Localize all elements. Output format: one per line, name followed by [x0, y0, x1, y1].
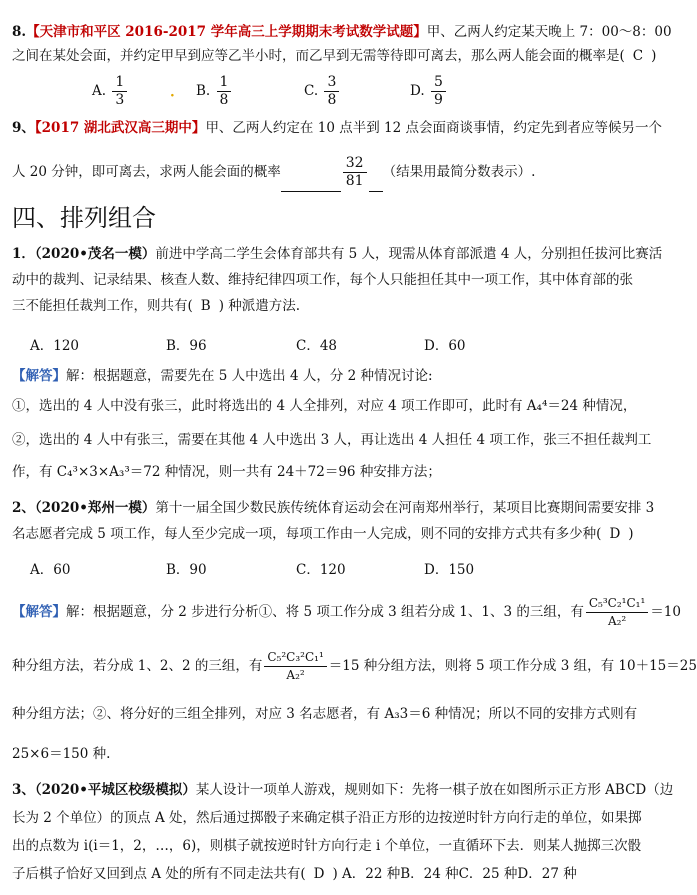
q3-line-4 — [12, 864, 630, 884]
q2-solution-line-1 — [12, 592, 681, 632]
q1-text-3b: ) 种派遣方法. — [218, 298, 301, 314]
frac-num: 1 — [112, 74, 127, 92]
q8-line-2 — [12, 46, 657, 66]
q1-option-c: C．48 — [296, 338, 338, 354]
q2-solution-line-3 — [12, 704, 638, 724]
q3-number: 3、 — [12, 782, 35, 798]
q8-option-d — [410, 74, 448, 109]
q8-line-1 — [12, 22, 672, 42]
q2-solution-1b: ＝10 — [650, 604, 681, 620]
q8-option-a-fraction — [112, 74, 127, 109]
q1-solution-3: ②，选出的 4 人中有张三，需要在其他 4 人中选出 3 人，再让选出 4 人担任 4 项工作，张三不担任裁判工 — [12, 432, 652, 448]
q8-option-b — [196, 74, 233, 109]
frac-num: C₅²C₃²C₁¹ — [264, 649, 326, 667]
q1-line-3 — [12, 296, 630, 316]
q1-text-3a: 三不能担任裁判工作，则共有( — [12, 298, 193, 314]
section-title: 四、排列组合 — [12, 204, 156, 232]
q1-text-2: 动中的裁判、记录结果、核查人数、维持纪律四项工作，每个人只能担任其中一项工作，其中体育部的张 — [12, 272, 633, 288]
frac-den: A₂² — [607, 614, 627, 628]
q8-source: 【天津市和平区 2016-2017 学年高三上学期期末考试数学试题】 — [26, 24, 427, 40]
q1-answer: B — [200, 298, 211, 314]
q3-line-2 — [12, 808, 642, 828]
dot-mark: · — [170, 88, 175, 104]
q2-fraction-1 — [586, 595, 648, 630]
q2-number: 2、 — [12, 500, 35, 516]
q9-blank — [281, 191, 341, 192]
q9-line-2 — [12, 152, 630, 192]
q1-solution-line-4 — [12, 462, 630, 482]
q2-line-2 — [12, 524, 634, 544]
q2-solution-1a: 解：根据题意，分 2 步进行分析①、将 5 项工作分成 3 组若分成 1、1、3 的三组，有 — [66, 604, 584, 620]
q2-answer: D — [609, 526, 621, 542]
frac-den: 9 — [433, 92, 443, 108]
frac-num: C₅³C₂¹C₁¹ — [586, 595, 648, 613]
q8-text-1: 甲、乙两人约定某天晚上 7：00～8：00 — [426, 24, 672, 40]
q3-text-4a: 子后棋子恰好又回到点 A 处的所有不同走法共有( — [12, 866, 306, 882]
q2-option-b: B．90 — [166, 562, 207, 578]
q2-fraction-2 — [264, 649, 326, 684]
q3-line-3 — [12, 836, 642, 856]
q8-option-a — [92, 74, 129, 109]
q9-answer-fraction — [343, 155, 367, 190]
q1-option-a: A．120 — [30, 338, 80, 354]
q2-text-2b: ) — [628, 526, 634, 542]
frac-num: 5 — [431, 74, 446, 92]
q3-text-3: 出的点数为 i(i＝1，2，…，6)，则棋子就按逆时针方向行走 i 个单位，一直循环下去．则某人抛掷三次骰 — [12, 838, 642, 854]
frac-den: 3 — [115, 92, 125, 108]
q2-solution-tag: 【解答】 — [12, 604, 66, 620]
q8-option-b-fraction — [217, 74, 232, 109]
q1-solution-line-3 — [12, 430, 652, 450]
q1-source: （2020•茂名一模） — [34, 246, 156, 262]
q8-option-d-label: D. — [410, 83, 425, 99]
q1-option-d: D．60 — [424, 338, 466, 354]
q3-text-1: 某人设计一项单人游戏，规则如下：先将一棋子放在如图所示正方形 ABCD（边 — [195, 782, 674, 798]
q8-option-a-label: A. — [92, 83, 107, 99]
q3-text-2: 长为 2 个单位）的顶点 A 处，然后通过掷骰子来确定棋子沿正方形的边按逆时针方向行走的单位，如果掷 — [12, 810, 642, 826]
q1-line-2 — [12, 270, 633, 290]
q8-option-c-label: C. — [304, 83, 319, 99]
q2-line-1 — [12, 498, 655, 518]
q9-blank-tail — [369, 191, 383, 192]
frac-den: 81 — [345, 173, 364, 189]
q8-number: 8. — [12, 24, 27, 40]
q2-text-2a: 名志愿者完成 5 项工作，每人至少完成一项，每项工作由一人完成，则不同的安排方式共有多少种( — [12, 526, 602, 542]
q8-close: ) — [651, 48, 657, 64]
frac-den: A₂² — [286, 668, 305, 682]
q9-source: 【2017 湖北武汉高三期中】 — [34, 120, 206, 136]
q8-option-c — [304, 74, 341, 109]
q1-solution-tag: 【解答】 — [12, 368, 66, 384]
q2-source: （2020•郑州一模） — [34, 500, 156, 516]
q9-text-2a: 人 20 分钟，即可离去，求两人能会面的概率 — [12, 164, 281, 180]
q2-solution-3: 种分组方法；②、将分好的三组全排列，对应 3 名志愿者，有 A₃3＝6 种情况；所以不同的安排方式则有 — [12, 706, 638, 722]
q8-option-b-label: B. — [196, 83, 211, 99]
q1-solution-line-1 — [12, 366, 630, 386]
q2-solution-line-4 — [12, 744, 630, 764]
q1-solution-4: 作，有 C₄³×3×A₃³＝72 种情况，则一共有 24＋72＝96 种安排方法； — [12, 464, 441, 480]
q2-option-a: A．60 — [30, 562, 71, 578]
q1-line-1 — [12, 244, 663, 264]
q8-dot — [170, 88, 175, 104]
q2-solution-4: 25×6＝150 种. — [12, 746, 111, 762]
q2-option-d: D．150 — [424, 562, 475, 578]
q1-solution-1: 解：根据题意，需要先在 5 人中选出 4 人，分 2 种情况讨论: — [66, 368, 433, 384]
q8-answer: C — [632, 48, 644, 64]
q1-number: 1． — [12, 246, 35, 262]
q3-text-4b: ) A．22 种B．24 种C．25 种D．27 种 — [332, 866, 577, 882]
q9-text-2b: （结果用最简分数表示）. — [382, 164, 536, 180]
frac-num: 3 — [324, 74, 339, 92]
q8-text-2: 之间在某处会面，并约定甲早到应等乙半小时，而乙早到无需等待即可离去，那么两人能会面的概率是( — [12, 48, 625, 64]
q1-text-1: 前进中学高二学生会体育部共有 5 人，现需从体育部派遣 4 人，分别担任拔河比赛活 — [155, 246, 663, 262]
frac-den: 8 — [327, 92, 337, 108]
q9-text-1: 甲、乙两人约定在 10 点半到 12 点会面商谈事情，约定先到者应等候另一个 — [205, 120, 662, 136]
q3-line-1 — [12, 780, 674, 800]
frac-num: 1 — [217, 74, 232, 92]
q1-solution-line-2 — [12, 396, 637, 416]
q1-option-b: B．96 — [166, 338, 207, 354]
q2-text-1: 第十一届全国少数民族传统体育运动会在河南郑州举行，某项目比赛期间需要安排 3 — [155, 500, 655, 516]
q9-line-1 — [12, 118, 662, 138]
frac-num: 32 — [343, 155, 367, 173]
q2-solution-line-2 — [12, 646, 697, 686]
q8-option-d-fraction — [431, 74, 446, 109]
q2-option-c: C．120 — [296, 562, 346, 578]
q9-number: 9、 — [12, 120, 35, 136]
q2-solution-2b: ＝15 种分组方法，则将 5 项工作分成 3 组，有 10＋15＝25 — [328, 658, 697, 674]
q2-solution-2a: 种分组方法，若分成 1、2、2 的三组，有 — [12, 658, 263, 674]
q3-source: （2020•平城区校级模拟） — [34, 782, 196, 798]
q3-answer: D — [313, 866, 325, 882]
frac-den: 8 — [219, 92, 229, 108]
q1-solution-2: ①，选出的 4 人中没有张三，此时将选出的 4 人全排列，对应 4 项工作即可，此时有 A₄⁴＝24 种情况， — [12, 398, 637, 414]
q8-option-c-fraction — [324, 74, 339, 109]
